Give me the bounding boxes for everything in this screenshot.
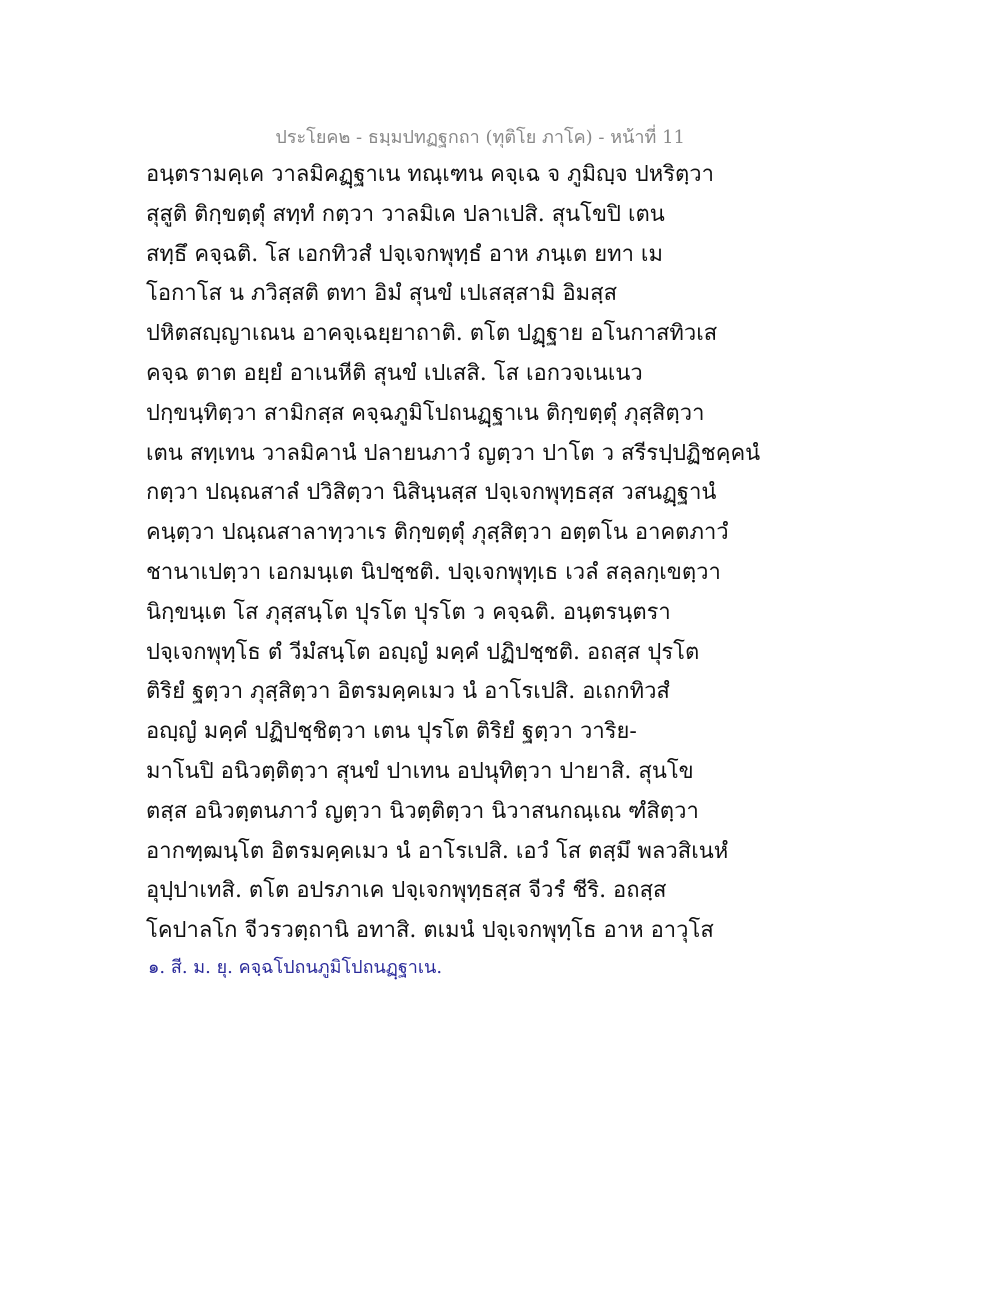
text-line: สุสูติ ติกฺขตฺตุํ สทฺทํ กตฺวา วาลมิเค ปลาเปสิ. สุนโขปิ เตน: [146, 201, 665, 227]
text-line: ปจฺเจกพุทฺโธ ตํ วีมํสนฺโต อญฺญํ มคฺคํ ปฏิปชฺชติ. อถสฺส ปุรโต: [146, 639, 700, 665]
text-line: อนฺตรามคฺเค วาลมิคฏฺฐาเน ทณฺเฑน คจฺเฉ จ ภูมิญฺจ ปหริตฺวา: [146, 162, 715, 187]
text-line: กตฺวา ปณฺณสาลํ ปวิสิตฺวา นิสินฺนสฺส ปจฺเจกพุทฺธสฺส วสนฏฺฐานํ: [146, 480, 717, 506]
text-line: คจฺฉ ตาต อยฺยํ อาเนหีติ สุนขํ เปเสสิ. โส เอกวจเนเนว: [146, 360, 643, 386]
text-line: อากฑฺฒนฺโต อิตรมคฺคเมว นํ อาโรเปสิ. เอวํ โส ตสฺมึ พลวสิเนหํ: [146, 838, 729, 864]
text-line: เตน สทฺเทน วาลมิคานํ ปลายนภาวํ ญตฺวา ปาโต ว สรีรปฺปฏิชคฺคนํ: [146, 440, 761, 466]
text-line: อญฺญํ มคฺคํ ปฏิปชฺชิตฺวา เตน ปุรโต ติริยํ ฐตฺวา วาริย-: [146, 719, 637, 745]
text-line: โอกาโส น ภวิสฺสติ ตทา อิมํ สุนขํ เปเสสฺสามิ อิมสฺส: [146, 281, 618, 307]
text-line: คนฺตฺวา ปณฺณสาลาทฺวาเร ติกฺขตฺตุํ ภุสฺสิตฺวา อตฺตโน อาคตภาวํ: [146, 520, 729, 546]
text-line: ตสฺส อนิวตฺตนภาวํ ญตฺวา นิวตฺติตฺวา นิวาสนกณฺเณ ฑํสิตฺวา: [146, 798, 699, 824]
text-line: สทฺธึ คจฺฉติ. โส เอกทิวสํ ปจฺเจกพุทฺธํ อาห ภนฺเต ยทา เม: [146, 241, 663, 267]
text-line: นิกฺขนฺเต โส ภุสฺสนฺโต ปุรโต ปุรโต ว คจฺฉติ. อนฺตรนฺตรา: [146, 599, 671, 625]
text-line: โคปาลโก จีวรวตฺถานิ อทาสิ. ตเมนํ ปจฺเจกพุทฺโธ อาห อาวุโส: [146, 918, 714, 944]
text-line: มาโนปิ อนิวตฺติตฺวา สุนขํ ปาเทน อปนุทิตฺวา ปายาสิ. สุนโข: [146, 758, 694, 784]
running-header: ประโยค๒ - ธมฺมปทฏฐกถา (ทุติโย ภาโค) - หน้าที่ 11: [275, 127, 685, 148]
body-text: [146, 155, 761, 951]
text-line: ติริยํ ฐตฺวา ภุสฺสิตฺวา อิตรมคฺคเมว นํ อาโรเปสิ. อเถกทิวสํ: [146, 679, 670, 705]
text-line: ปกฺขนฺทิตฺวา สามิกสฺส คจฺฉภูมิโปถนฏฺฐาเน ติกฺขตฺตุํ ภุสฺสิตฺวา: [146, 400, 705, 426]
footnote: ๑. สี. ม. ยุ. คจฺฉโปถนภูมิโปถนฏฺฐาเน.: [148, 957, 443, 978]
text-line: อุปฺปาเทสิ. ตโต อปรภาเค ปจฺเจกพุทฺธสฺส จีวรํ ชีริ. อถสฺส: [146, 878, 667, 904]
text-line: ปหิตสญฺญาเณน อาคจฺเฉยฺยาถาติ. ตโต ปฏฺฐาย อโนกาสทิวเส: [146, 321, 718, 347]
text-line: ชานาเปตฺวา เอกมนฺเต นิปชฺชติ. ปจฺเจกพุทฺเธ เวลํ สลฺลกฺเขตฺวา: [146, 559, 721, 585]
